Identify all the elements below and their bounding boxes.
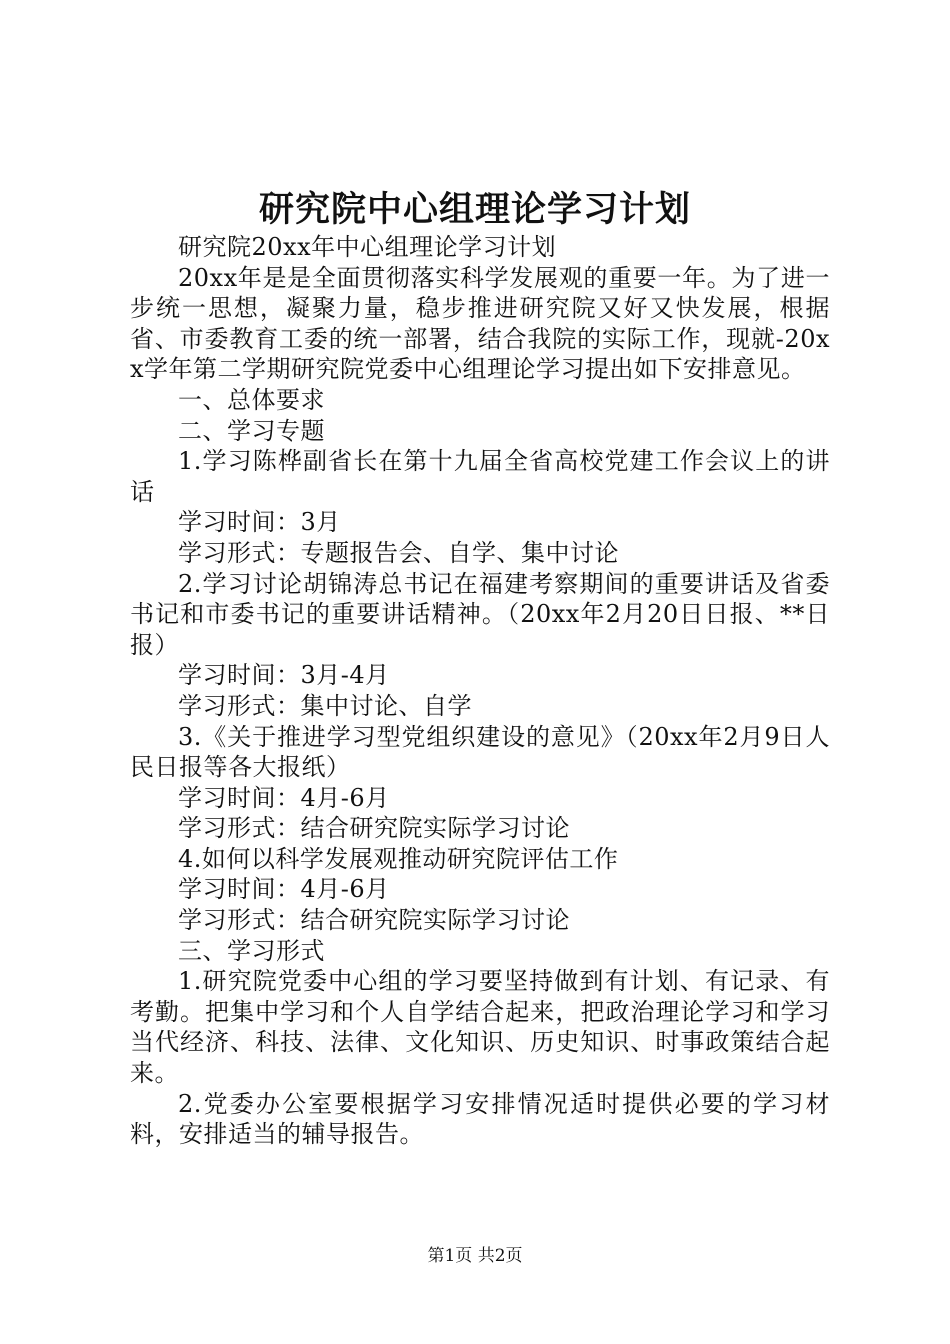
document-title: 研究院中心组理论学习计划	[258, 189, 691, 230]
page-footer: 第1页 共2页	[427, 1246, 523, 1266]
format-item-2: 2.党委办公室要根据学习安排情况适时提供必要的学习材料，安排适当的辅导报告。	[130, 1089, 830, 1149]
topic-3-time: 学习时间：4月-6月	[178, 783, 390, 812]
document-body	[130, 232, 830, 1150]
topic-1-time: 学习时间：3月	[178, 508, 341, 537]
section-heading-study-topics: 二、学习专题	[178, 416, 325, 445]
topic-2: 2.学习讨论胡锦涛总书记在福建考察期间的重要讲话及省委书记和市委书记的重要讲话精神。（20xx年2月20日日报、**日报）	[130, 569, 830, 659]
topic-2-format: 学习形式：集中讨论、自学	[178, 691, 472, 720]
section-heading-study-format: 三、学习形式	[178, 936, 325, 965]
topic-2-time: 学习时间：3月-4月	[178, 661, 390, 690]
paragraph-intro: 20xx年是是全面贯彻落实科学发展观的重要一年。为了进一步统一思想，凝聚力量，稳步推进研究院又好又快发展，根据省、市委教育工委的统一部署，结合我院的实际工作，现就-20xx学年第二学期研究院党委中心组理论学习提出如下安排意见。	[130, 263, 830, 384]
topic-3-format: 学习形式：结合研究院实际学习讨论	[178, 814, 570, 843]
format-item-1: 1.研究院党委中心组的学习要坚持做到有计划、有记录、有考勤。把集中学习和个人自学结合起来，把政治理论学习和学习当代经济、科技、法律、文化知识、历史知识、时事政策结合起来。	[130, 967, 830, 1088]
topic-4-format: 学习形式：结合研究院实际学习讨论	[178, 906, 570, 935]
topic-1-format: 学习形式：专题报告会、自学、集中讨论	[178, 538, 619, 567]
topic-4: 4.如何以科学发展观推动研究院评估工作	[178, 844, 619, 873]
paragraph-subtitle: 研究院20xx年中心组理论学习计划	[178, 233, 557, 261]
topic-3: 3.《关于推进学习型党组织建设的意见》（20xx年2月9日人民日报等各大报纸）	[130, 722, 830, 782]
topic-1: 1.学习陈桦副省长在第十九届全省高校党建工作会议上的讲话	[130, 447, 830, 506]
topic-4-time: 学习时间：4月-6月	[178, 875, 390, 904]
section-heading-general-requirements: 一、总体要求	[178, 385, 325, 414]
